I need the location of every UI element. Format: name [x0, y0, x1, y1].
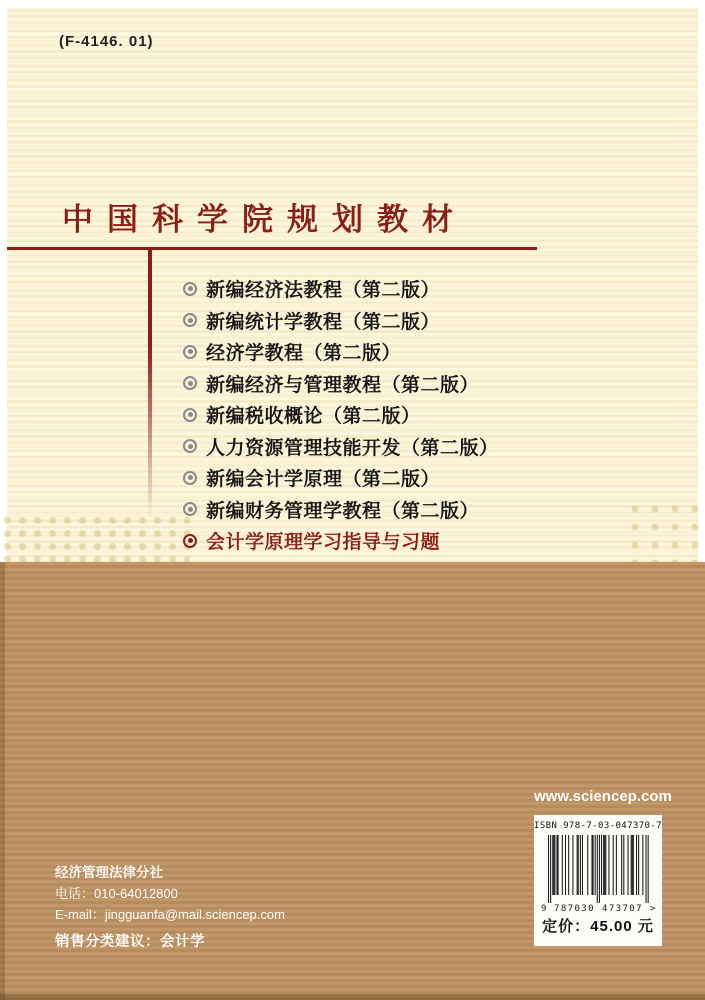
publisher-phone: 电话：010-64012800 — [55, 886, 178, 901]
svg-text:473707: 473707 — [602, 904, 643, 913]
publisher-website: www.sciencep.com — [534, 788, 672, 805]
sales-category: 销售分类建议：会计学 — [55, 934, 205, 950]
book-list — [183, 273, 499, 557]
list-item — [183, 368, 499, 400]
barcode — [540, 833, 656, 913]
list-item — [183, 336, 499, 368]
publisher-contact — [55, 862, 285, 925]
list-item — [183, 431, 499, 463]
barcode-box — [534, 815, 662, 946]
list-item — [183, 462, 499, 494]
book-title: 新编财务管理学教程（第二版） — [206, 500, 480, 522]
book-title: 会计学原理学习指导与习题 — [206, 532, 441, 554]
ring-bullet-icon — [183, 313, 197, 327]
book-title: 人力资源管理技能开发（第二版） — [206, 437, 499, 459]
series-code: (F-4146. 01) — [59, 33, 154, 50]
svg-text:9: 9 — [541, 904, 547, 913]
publisher-branch: 经济管理法律分社 — [55, 865, 163, 880]
ring-bullet-icon — [183, 376, 197, 390]
book-title: 新编统计学教程（第二版） — [206, 311, 441, 333]
bottom-edge-shade — [0, 994, 705, 1000]
book-title: 新编经济与管理教程（第二版） — [206, 374, 480, 396]
left-edge-shade — [0, 562, 5, 1000]
ring-bullet-icon — [183, 408, 197, 422]
ring-bullet-icon — [183, 345, 197, 359]
ring-bullet-icon — [183, 534, 197, 548]
book-title: 新编经济法教程（第二版） — [206, 280, 441, 302]
list-item-highlighted — [183, 525, 499, 557]
ring-bullet-icon — [183, 439, 197, 453]
ring-bullet-icon — [183, 282, 197, 296]
vertical-fading-rule — [148, 250, 152, 522]
list-item — [183, 273, 499, 305]
book-title: 新编会计学原理（第二版） — [206, 469, 441, 491]
ring-bullet-icon — [183, 502, 197, 516]
price: 定价：45.00 元 — [542, 918, 654, 935]
book-title: 新编税收概论（第二版） — [206, 406, 421, 428]
list-item — [183, 399, 499, 431]
ring-bullet-icon — [183, 471, 197, 485]
isbn-text: ISBN 978-7-03-047370-7 — [534, 821, 663, 831]
svg-text:>: > — [650, 904, 656, 913]
title-rule — [7, 247, 537, 250]
list-item — [183, 305, 499, 337]
list-item — [183, 494, 499, 526]
svg-text:787030: 787030 — [554, 904, 595, 913]
book-title: 经济学教程（第二版） — [206, 343, 402, 365]
publisher-email: E-mail：jingguanfa@mail.sciencep.com — [55, 907, 285, 922]
series-title: 中国科学院规划教材 — [62, 202, 467, 238]
